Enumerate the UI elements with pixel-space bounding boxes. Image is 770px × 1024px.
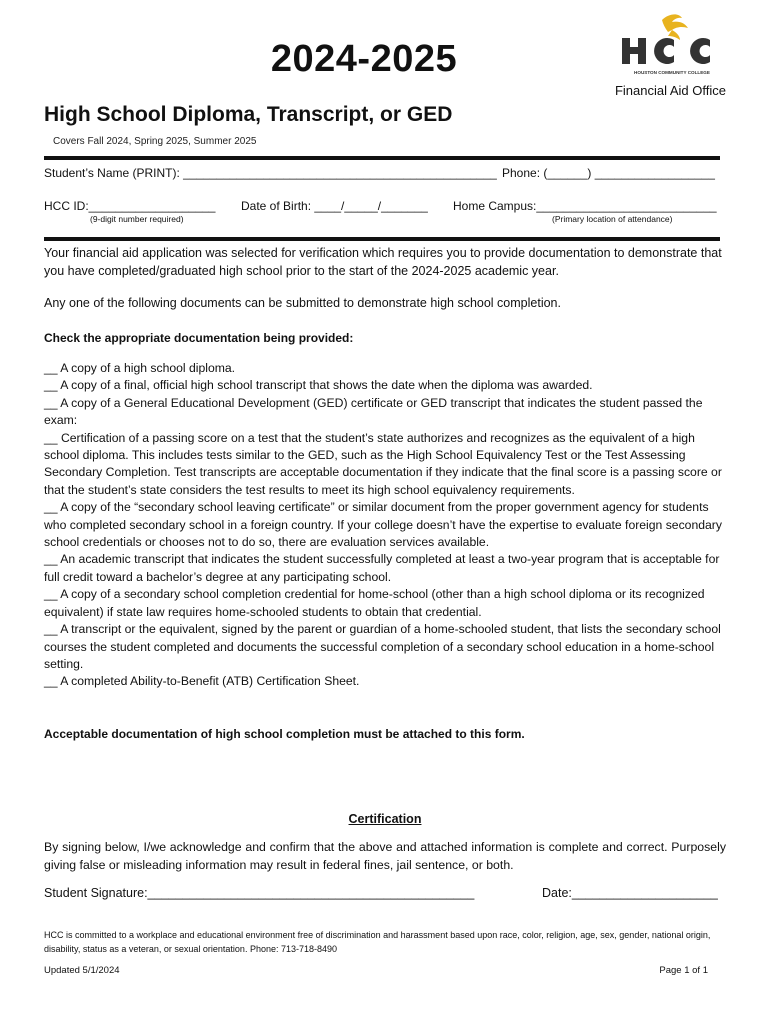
date-of-birth-field[interactable]: Date of Birth: ____/_____/_______ [241, 199, 428, 213]
option-ged[interactable]: __ A copy of a General Educational Development (GED) certificate or GED transcript that indicates the student passed the exam: [44, 395, 703, 428]
check-documentation-heading: Check the appropriate documentation being provided: [44, 331, 354, 345]
hcc-logo [618, 12, 726, 84]
student-name-field[interactable]: Student’s Name (PRINT): _______________________________________________ [44, 166, 497, 180]
option-foreign-certificate[interactable]: __ A copy of the “secondary school leaving certificate” or similar document from the proper government agency for students who completed secondary school in a foreign country. If your college doesn’t have the expertise to evaluate foreign secondary school credentials or chooses not to do so, there are evaluation services available. [44, 500, 722, 550]
option-atb-sheet[interactable]: __ A completed Ability-to-Benefit (ATB) Certification Sheet. [44, 674, 360, 689]
bird-icon [618, 12, 726, 84]
option-diploma[interactable]: __ A copy of a high school diploma. [44, 361, 236, 375]
updated-date: Updated 5/1/2024 [44, 965, 120, 976]
option-home-school-transcript[interactable]: __ A transcript or the equivalent, signed by the parent or guardian of a home-schooled student, that lists the secondary school courses the student completed and documents the successful completion of a secondary school education in a home-school setting. [44, 622, 721, 671]
divider-bottom [44, 237, 720, 241]
certification-heading: Certification [348, 812, 422, 826]
documentation-options [44, 360, 724, 691]
certification-text: By signing below, I/we acknowledge and confirm that the above and attached information is complete and correct. Purposely giving false or misleading information may result in federal fines, jail sentence, or both. [44, 840, 726, 872]
home-campus-hint: (Primary location of attendance) [552, 214, 673, 224]
intro-paragraph: Your financial aid application was selected for verification which requires you to provide documentation to demonstrate that you have completed/graduated high school prior to the start of the 2024-2025 academic year. [44, 246, 722, 278]
phone-field[interactable]: Phone: (______) __________________ [502, 166, 715, 180]
office-name: Financial Aid Office [614, 83, 726, 98]
terms-covered: Covers Fall 2024, Spring 2025, Summer 2025 [53, 136, 257, 147]
option-academic-transcript[interactable]: __ An academic transcript that indicates the student successfully completed at least a two-year program that is acceptable for full credit toward a bachelor’s degree at any participating school. [44, 552, 720, 584]
svg-text:HOUSTON COMMUNITY COLLEGE: HOUSTON COMMUNITY COLLEGE [634, 70, 710, 75]
attach-notice: Acceptable documentation of high school completion must be attached to this form. [44, 727, 525, 741]
hcc-id-hint: (9-digit number required) [90, 214, 184, 224]
any-document-text: Any one of the following documents can be submitted to demonstrate high school completion. [44, 296, 561, 310]
signature-date-field[interactable]: Date:_____________________ [542, 886, 718, 900]
home-campus-field[interactable]: Home Campus:___________________________ [453, 199, 717, 213]
option-state-test[interactable]: __ Certification of a passing score on a test that the student’s state authorizes and recognizes as the equivalent of a high school diploma. This includes tests similar to the GED, such as the High School Equivalency Test or the Test Assessing Secondary Completion. Test transcripts are acceptable documentation if they indicate that the final score is a passing score or that the student’s state considers the test results to meet its high school equivalency requirements. [44, 430, 722, 497]
option-transcript[interactable]: __ A copy of a final, official high school transcript that shows the date when the diploma was awarded. [44, 378, 593, 393]
page-number: Page 1 of 1 [659, 965, 708, 976]
hcc-id-field[interactable]: HCC ID:___________________ [44, 199, 216, 213]
nondiscrimination-note: HCC is committed to a workplace and educational environment free of discrimination and harassment based upon race, color, religion, age, sex, gender, national origin, disability, status as a veteran, or sexual orientation. Phone: 713-718-8490 [44, 930, 711, 954]
form-year: 2024-2025 [270, 38, 458, 80]
option-home-school-credential[interactable]: __ A copy of a secondary school completion credential for home-school (other than a high school diploma or its recognized equivalent) if state law requires home-schooled students to obtain that credential. [44, 587, 705, 619]
document-title: High School Diploma, Transcript, or GED [44, 103, 453, 126]
divider-top [44, 156, 720, 160]
student-signature-field[interactable]: Student Signature:_______________________________________________ [44, 886, 475, 900]
